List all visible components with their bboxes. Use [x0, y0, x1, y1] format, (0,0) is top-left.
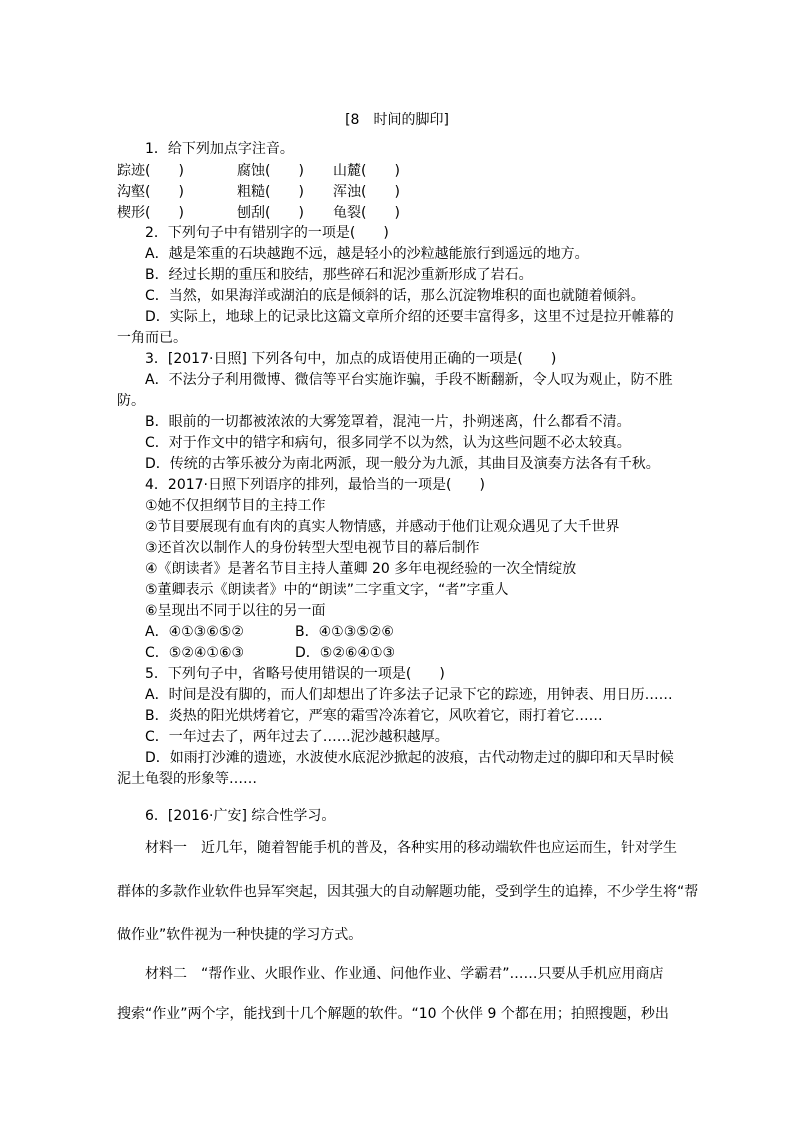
lesson-title: [8 时间的脚印] — [345, 112, 449, 128]
q3-option-c: C．对于作文中的错字和病句，很多同学不以为然，认为这些问题不必太较真。 — [145, 435, 631, 451]
q4-item: ③还首次以制作人的身份转型大型电视节目的幕后制作 — [145, 540, 480, 556]
q1-item: 沟壑( ) — [117, 184, 184, 200]
q1-item: 踪迹( ) — [117, 163, 184, 179]
q4-option-c: C．⑤②④①⑥③ — [145, 645, 245, 661]
q3-prompt: 3．[2017·日照] 下列各句中，加点的成语使用正确的一项是( ) — [145, 351, 557, 367]
q5-option-d: D．如雨打沙滩的遗迹，水波使水底泥沙掀起的波痕，古代动物走过的脚印和天旱时候 — [145, 750, 674, 766]
q2-option-d-cont: 一角而已。 — [117, 330, 187, 346]
q3-option-d: D．传统的古筝乐被分为南北两派，现一般分为九派，其曲目及演奏方法各有千秋。 — [145, 456, 660, 472]
q4-item: ⑤董卿表示《朗读者》中的“朗读”二字重文字，“者”字重人 — [145, 582, 509, 598]
q1-prompt: 1．给下列加点字注音。 — [145, 141, 294, 157]
q6-material-2-line: 搜索“作业”两个字，能找到十几个解题的软件。“10 个伙伴 9 个都在用；拍照搜题，秒出 — [117, 1006, 669, 1022]
q3-option-a: A．不法分子利用微博、微信等平台实施诈骗，手段不断翻新，令人叹为观止，防不胜 — [145, 372, 673, 388]
q4-option-a: A．④①③⑥⑤② — [145, 624, 244, 640]
q4-option-b: B．④①③⑤②⑥ — [295, 624, 394, 640]
q6-material-1-line: 做作业”软件视为一种快捷的学习方式。 — [117, 927, 363, 943]
q5-option-c: C．一年过去了，两年过去了……泥沙越积越厚。 — [145, 729, 449, 745]
q2-option-d: D．实际上，地球上的记录比这篇文章所介绍的还要丰富得多，这里不过是拉开帷幕的 — [145, 309, 674, 325]
q4-item: ④《朗读者》是著名节目主持人董卿 20 多年电视经验的一次全情绽放 — [145, 561, 577, 577]
q4-option-d: D．⑤②⑥④①③ — [295, 645, 396, 661]
q5-option-b: B．炎热的阳光烘烤着它，严寒的霜雪冷冻着它，风吹着它，雨打着它…… — [145, 708, 603, 724]
q4-item: ①她不仅担纲节目的主持工作 — [145, 498, 326, 514]
q3-option-b: B．眼前的一切都被浓浓的大雾笼罩着，混沌一片，扑朔迷离，什么都看不清。 — [145, 414, 631, 430]
q5-option-d-cont: 泥土龟裂的形象等…… — [117, 771, 257, 787]
q1-item: 楔形( ) — [117, 205, 184, 221]
q2-option-a: A．越是笨重的石块越跑不远，越是轻小的沙粒越能旅行到遥远的地方。 — [145, 246, 589, 262]
q2-prompt: 2．下列句子中有错别字的一项是( ) — [145, 225, 389, 241]
q1-item: 刨刮( ) — [237, 205, 304, 221]
q4-prompt: 4．2017·日照下列语序的排列，最恰当的一项是( ) — [145, 477, 485, 493]
q5-prompt: 5．下列句子中，省略号使用错误的一项是( ) — [145, 666, 445, 682]
q1-item: 浑浊( ) — [333, 184, 400, 200]
q6-material-1-line: 材料一 近几年，随着智能手机的普及，各种实用的移动端软件也应运而生，针对学生 — [145, 840, 677, 856]
q5-option-a: A．时间是没有脚的，而人们却想出了许多法子记录下它的踪迹，用钟表、用日历…… — [145, 687, 673, 703]
q1-item: 粗糙( ) — [237, 184, 304, 200]
q2-option-c: C．当然，如果海洋或湖泊的底是倾斜的话，那么沉淀物堆积的面也就随着倾斜。 — [145, 288, 645, 304]
q4-item: ⑥呈现出不同于以往的另一面 — [145, 603, 326, 619]
q4-item: ②节目要展现有血有肉的真实人物情感，并感动于他们让观众遇见了大千世界 — [145, 519, 620, 535]
q3-option-a-cont: 防。 — [117, 393, 145, 409]
q6-material-1-line: 群体的多款作业软件也异军突起，因其强大的自动解题功能，受到学生的追捧，不少学生将“帮 — [117, 884, 699, 900]
q1-item: 山麓( ) — [333, 163, 400, 179]
q2-option-b: B．经过长期的重压和胶结，那些碎石和泥沙重新形成了岩石。 — [145, 267, 533, 283]
q1-item: 腐蚀( ) — [237, 163, 304, 179]
q6-prompt: 6．[2016·广安] 综合性学习。 — [145, 808, 336, 824]
q1-item: 龟裂( ) — [333, 205, 400, 221]
q6-material-2-line: 材料二 “帮作业、火眼作业、作业通、问他作业、学霸君”……只要从手机应用商店 — [145, 966, 664, 982]
